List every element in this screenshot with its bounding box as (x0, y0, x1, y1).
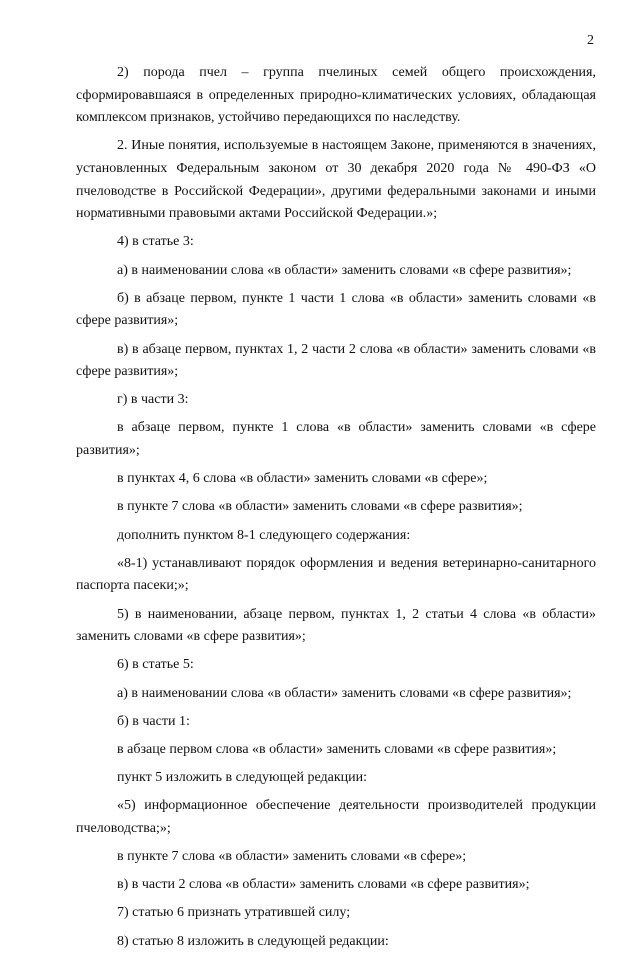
paragraph: б) в абзаце первом, пункте 1 части 1 слова «в области» заменить словами «в сфере развития»; (76, 290, 596, 329)
paragraph: а) в наименовании слова «в области» заменить словами «в сфере развития»; (117, 685, 572, 701)
paragraph: б) в части 1: (117, 713, 190, 729)
paragraph: 2) порода пчел – группа пчелиных семей общего происхождения, сформировавшаяся в определенных природно-климатических условиях, обладающая комплексом признаков, устойчиво передающихся по наследству. (76, 65, 596, 126)
paragraph: в) в абзаце первом, пунктах 1, 2 части 2 слова «в области» заменить словами «в сфере развития»; (76, 341, 596, 380)
paragraph: в абзаце первом, пункте 1 слова «в области» заменить словами «в сфере развития»; (76, 420, 596, 459)
paragraph: в) в части 2 слова «в области» заменить словами «в сфере развития»; (117, 877, 530, 893)
page-number: 2 (587, 33, 594, 48)
paragraph: 2. Иные понятия, используемые в настоящем Законе, применяются в значениях, установленных Федеральным законом от 30 декабря 2020 года № 490-ФЗ «О пчеловодстве в Российской Федерации», другими федеральными законами и иными нормативными правовыми актами Российской Федерации.»; (76, 138, 596, 222)
paragraph: в пункте 7 слова «в области» заменить словами «в сфере развития»; (117, 499, 523, 515)
paragraph: 4) в статье 3: (117, 234, 194, 250)
paragraph: 5) в наименовании, абзаце первом, пунктах 1, 2 статьи 4 слова «в области» заменить словами «в сфере развития»; (76, 606, 596, 645)
paragraph: 7) статью 6 признать утратившей силу; (117, 905, 351, 921)
paragraph: 8) статью 8 изложить в следующей редакции: (117, 933, 389, 949)
paragraph: г) в части 3: (117, 392, 189, 408)
document-body (76, 62, 596, 959)
paragraph: в пунктах 4, 6 слова «в области» заменить словами «в сфере»; (117, 471, 488, 487)
paragraph: «5) информационное обеспечение деятельности производителей продукции пчеловодства;»; (76, 798, 596, 836)
paragraph: а) в наименовании слова «в области» заменить словами «в сфере развития»; (117, 262, 572, 278)
paragraph: 6) в статье 5: (117, 657, 194, 673)
paragraph: «8-1) устанавливают порядок оформления и ведения ветеринарно-санитарного паспорта пасеки;»; (76, 555, 596, 594)
paragraph: в пункте 7 слова «в области» заменить словами «в сфере»; (117, 849, 467, 865)
paragraph: в абзаце первом слова «в области» заменить словами «в сфере развития»; (117, 741, 557, 757)
paragraph: пункт 5 изложить в следующей редакции: (117, 770, 367, 786)
paragraph: дополнить пунктом 8-1 следующего содержания: (117, 527, 411, 543)
